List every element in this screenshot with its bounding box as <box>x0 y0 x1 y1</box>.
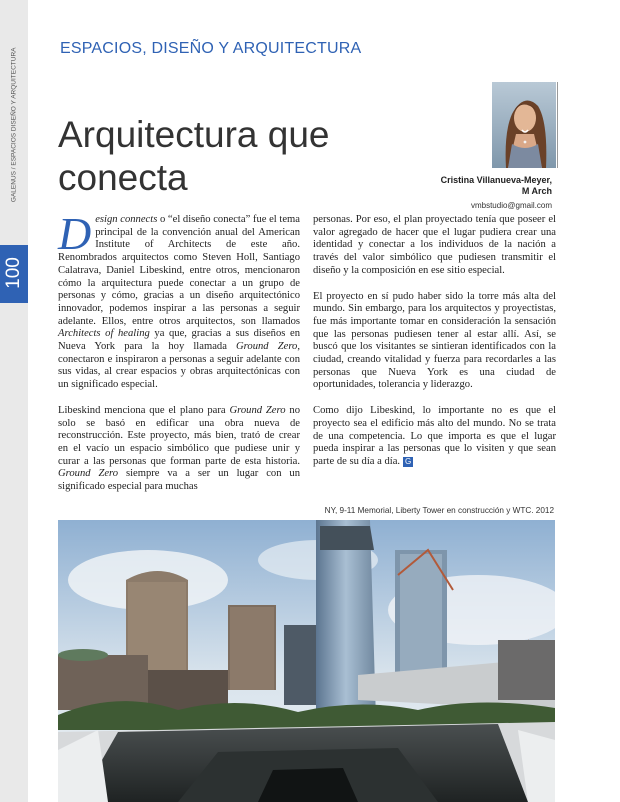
text-run: , conectaron e inspiraron a personas a seguir adelante con sus vidas, al crear espacios y obras arquitectónicas con un significado especial. <box>58 341 301 391</box>
running-header: GALENUS / ESPACIOS DISEÑO Y ARQUITECTURA <box>10 47 18 203</box>
section-title: ESPACIOS, DISEÑO Y ARQUITECTURA <box>60 40 362 57</box>
author-name-line2: M Arch <box>521 186 552 196</box>
text-run: siempre va a ser un lugar con un significado especial para muchas <box>58 468 300 493</box>
text-emphasis: Ground Zero <box>229 404 286 416</box>
text-run: no solo se basó en edificar una obra nueva de reconstrucción. Este proyecto, más bien, trató de crear en el vacío un espacio simbólico que pudiese unir y curar a las personas que forman parte de esta historia. <box>58 404 300 467</box>
author-name <box>441 175 552 197</box>
text-run: o “el diseño conecta” fue el tema principal de la convención anual del American Institute of Architects de este año. Renombrados arquitectos como Steven Holl, Santiago Calatrava, Daniel Libeskind, entre otros, mencionaron cómo la arquitectura puede conectar a un grupo de personas y cómo, gracias a un diseño arquitectónico innovador, podemos inspirar a las personas a seguir adelante. Ellos, entre otros arquitectos, son llamados <box>58 214 300 327</box>
portrait-image <box>492 82 556 168</box>
text-emphasis: Architects of healing <box>58 328 150 340</box>
column-left <box>58 208 301 507</box>
text-emphasis: Ground Zero <box>58 468 119 480</box>
photo-divider <box>557 82 558 168</box>
drop-cap: D <box>58 208 92 259</box>
author-email: vmbstudio@gmail.com <box>470 201 552 210</box>
text-run: ya que, gracias a sus diseños en Nueva York para la hoy llamada <box>58 328 300 353</box>
article-title: Arquitectura que conecta <box>58 114 330 198</box>
text-run: Como dijo Libeskind, lo importante no es que el proyecto sea el edificio más alto del mundo. No se trata de una competencia. Lo que importa es que el lugar pueda inspirar a las personas que lo visiten y que sean parte de su día a día. <box>313 405 556 467</box>
paragraph <box>58 405 300 494</box>
paragraph <box>313 405 556 469</box>
paragraph: personas. Por eso, el plan proyectado tenía que poseer el valor agregado de hacer que el lugar pudiera crear una identidad y conectar a los individuos de la nación a través del valor simbólico que pudiesen transmitir el diseño y la composición en ese sitio especial. <box>313 214 556 276</box>
page-number: 100 <box>3 257 24 289</box>
end-mark-icon: G <box>404 456 412 466</box>
text-emphasis: Ground Zero <box>236 341 298 353</box>
lead-italic: esign connects <box>95 214 158 225</box>
column-right <box>313 214 556 482</box>
article-photo <box>58 520 555 802</box>
photo-caption: NY, 9-11 Memorial, Liberty Tower en construcción y WTC. 2012 <box>324 506 554 515</box>
text-run: Libeskind menciona que el plano para <box>58 404 230 416</box>
author-photo <box>492 82 556 168</box>
ground-zero-illustration <box>58 520 555 802</box>
paragraph <box>58 208 301 392</box>
page-sidebar <box>0 0 28 802</box>
author-name-line1: Cristina Villanueva-Meyer, <box>440 175 552 185</box>
paragraph: El proyecto en sí pudo haber sido la torre más alta del mundo. Sin embargo, para los arquitectos y proyectistas, fue más importante tomar en consideración la sensación que las personas pudiesen tener al estar allí. Así, se buscó que los visitantes se sintieran identificados con la ciudad, creando vitalidad y fuerza para recordarles a las personas que Nueva York es una ciudad de oportunidades, tolerancia y liderazgo. <box>313 290 556 391</box>
